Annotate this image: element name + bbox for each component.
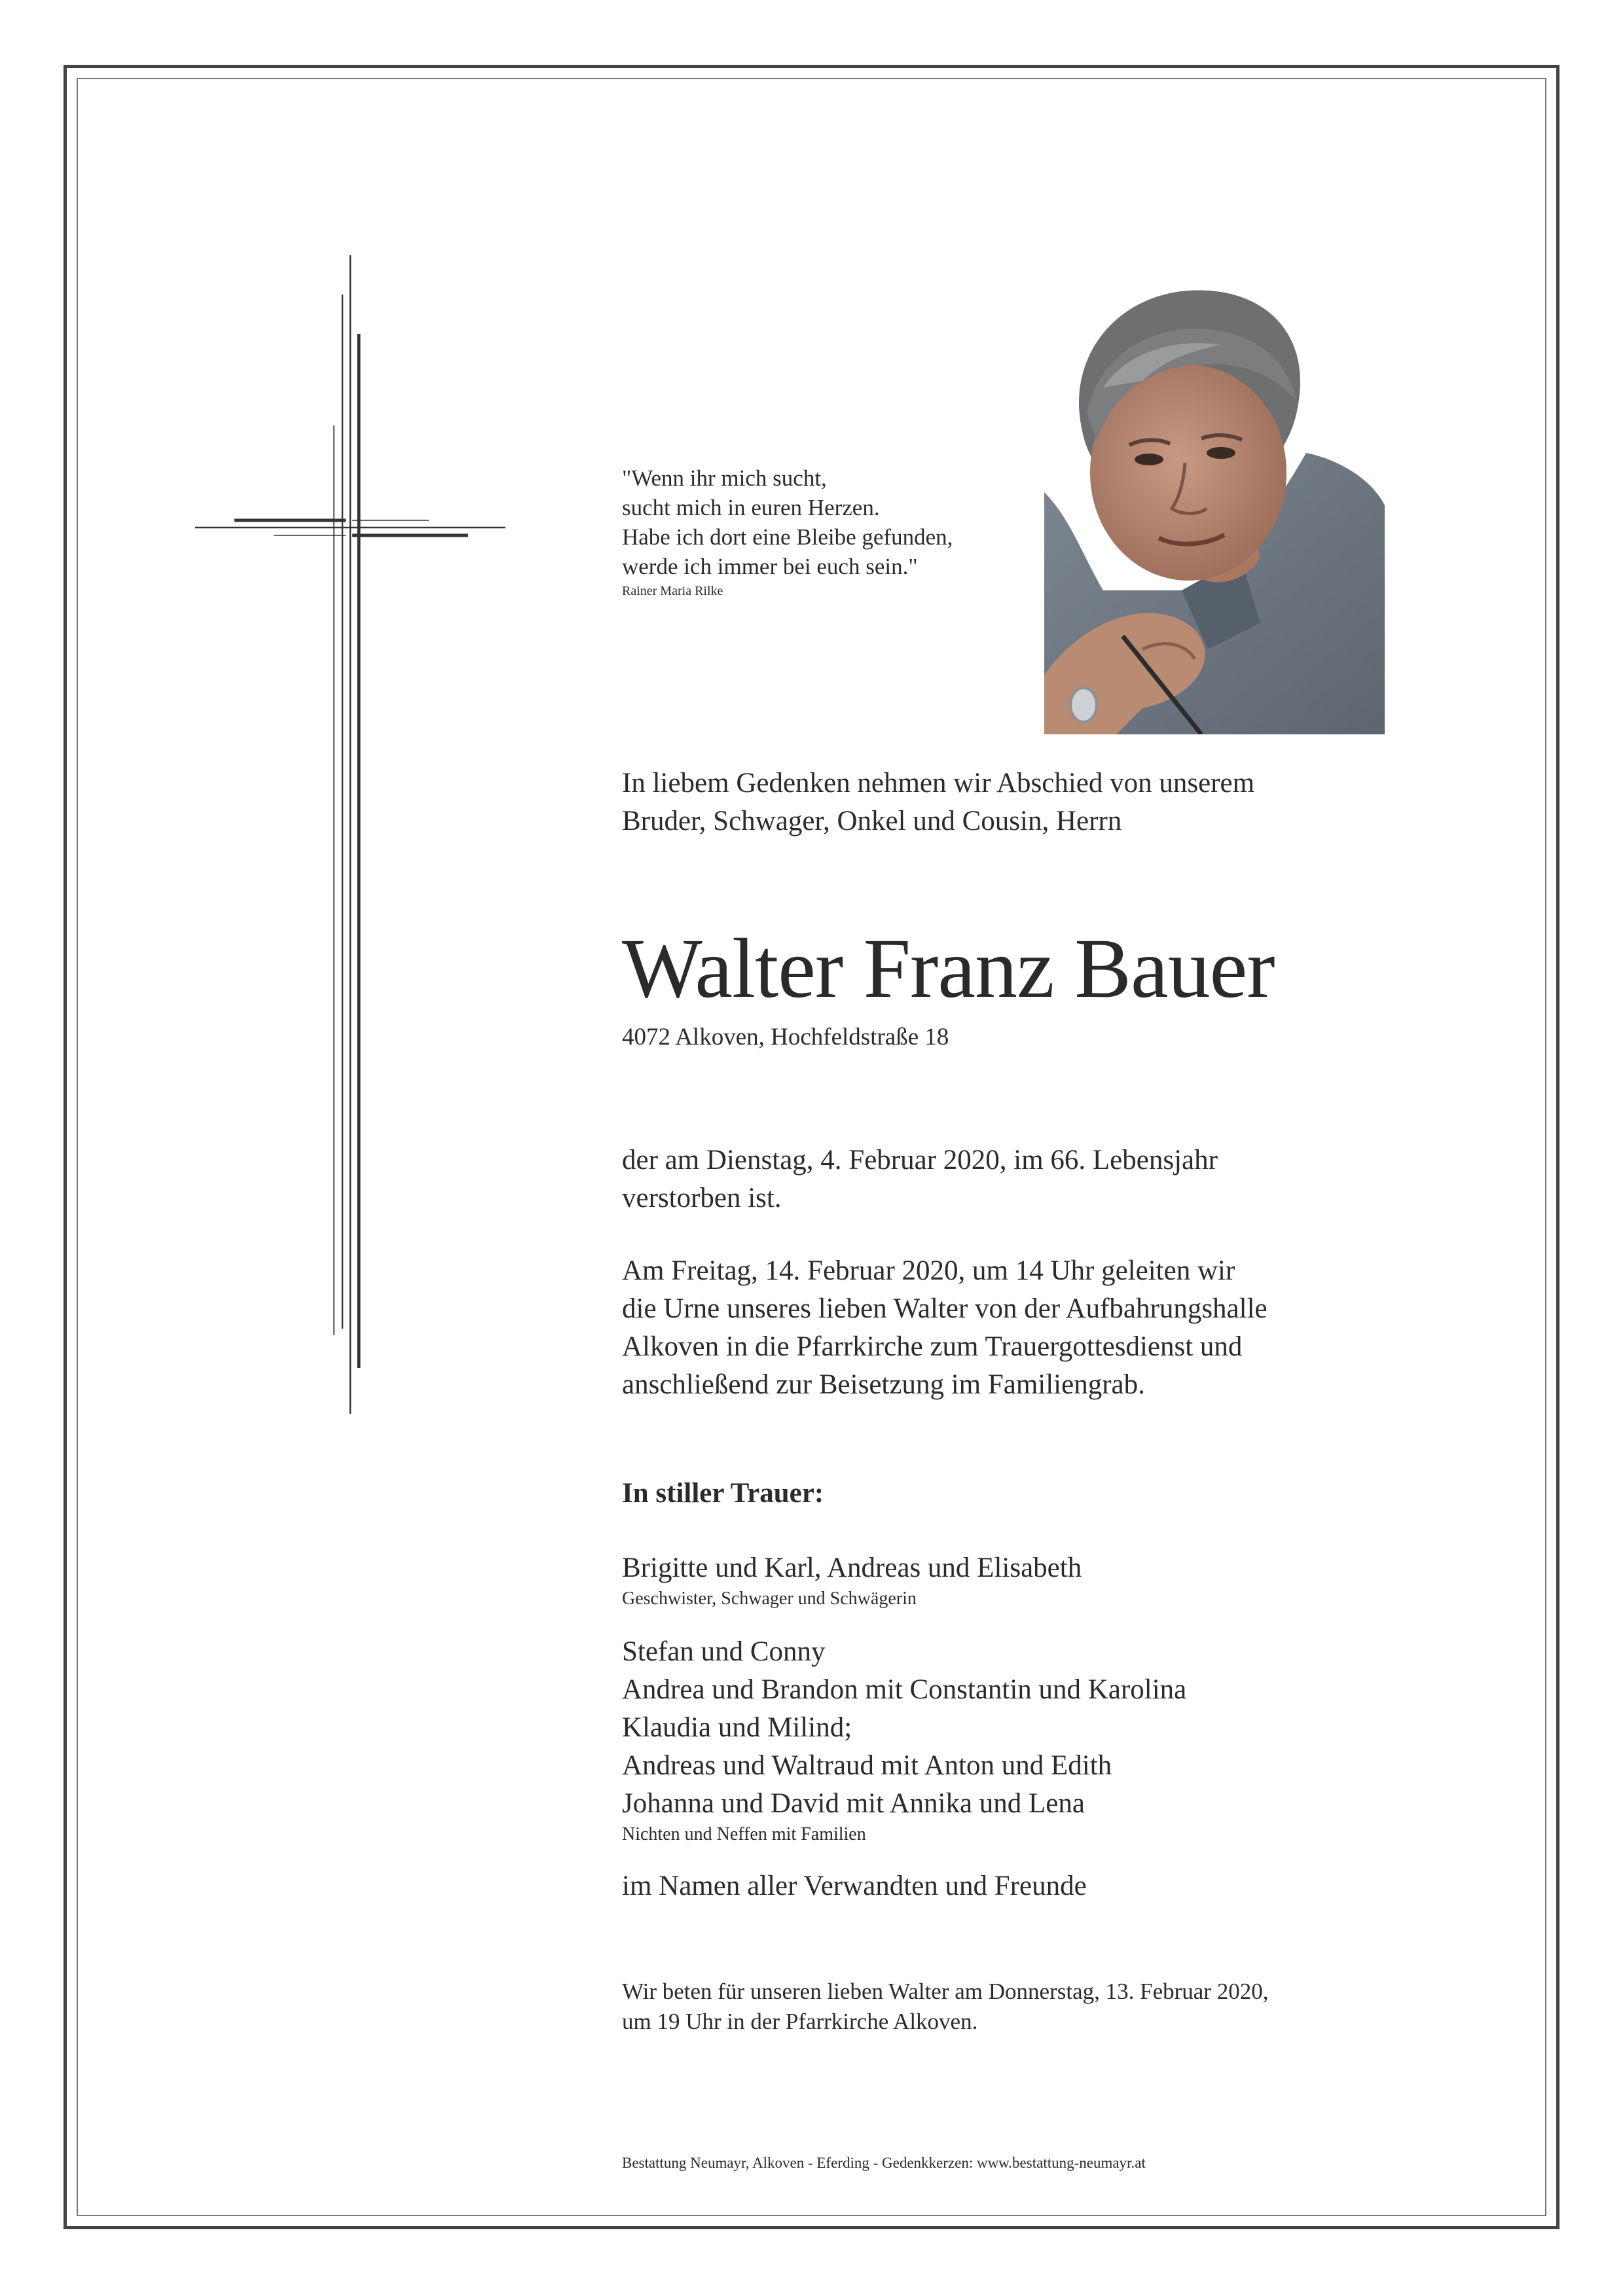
mourner-names: Stefan und Conny: [622, 1636, 826, 1667]
funeral-line: Alkoven in die Pfarrkirche zum Trauergottesdienst und: [622, 1331, 1243, 1362]
quote-line: "Wenn ihr mich sucht,: [622, 465, 827, 491]
intro-text: [622, 764, 1440, 840]
mourner-relation: Nichten und Neffen mit Familien: [622, 1824, 866, 1844]
prayer-line: um 19 Uhr in der Pfarrkirche Alkoven.: [622, 2009, 978, 2034]
funeral-details: [622, 1252, 1440, 1404]
mourner-group-nieces-nephews: [622, 1633, 1440, 1846]
funeral-line: die Urne unseres lieben Walter von der Aufbahrungshalle: [622, 1293, 1267, 1324]
death-notice: [622, 1141, 1440, 1217]
deceased-name: Walter Franz Bauer: [622, 922, 1275, 1016]
rilke-quote: [622, 463, 1028, 601]
mourner-names: Andreas und Waltraud mit Anton und Edith: [622, 1750, 1112, 1781]
mourning-title: In stiller Trauer:: [622, 1478, 824, 1509]
quote-line: Habe ich dort eine Bleibe gefunden,: [622, 524, 953, 550]
mourner-names: Brigitte und Karl, Andreas und Elisabeth: [622, 1552, 1082, 1583]
mourner-relation: Geschwister, Schwager und Schwägerin: [622, 1588, 917, 1609]
intro-line: Bruder, Schwager, Onkel und Cousin, Herrn: [622, 806, 1122, 836]
prayer-line: Wir beten für unseren lieben Walter am Donnerstag, 13. Februar 2020,: [622, 1979, 1269, 2004]
death-notice-line: der am Dienstag, 4. Februar 2020, im 66. Lebensjahr: [622, 1145, 1218, 1175]
funeral-line: anschließend zur Beisetzung im Familiengrab.: [622, 1369, 1145, 1400]
quote-line: werde ich immer bei euch sein.": [622, 554, 918, 579]
closing-line: im Namen aller Verwandten und Freunde: [622, 1871, 1087, 1901]
quote-line: sucht mich in euren Herzen.: [622, 495, 880, 520]
deceased-address: 4072 Alkoven, Hochfeldstraße 18: [622, 1024, 949, 1050]
mourner-names: Johanna und David mit Annika und Lena: [622, 1788, 1085, 1819]
death-notice-line: verstorben ist.: [622, 1183, 782, 1213]
prayer-notice: [622, 1977, 1440, 2037]
funeral-home-footer: Bestattung Neumayr, Alkoven - Eferding - Gedenkkerzen: www.bestattung-neumayr.at: [622, 2155, 1146, 2171]
mourner-names: Andrea und Brandon mit Constantin und Karolina: [622, 1674, 1187, 1705]
cross-icon: [190, 255, 517, 1414]
mourner-names: Klaudia und Milind;: [622, 1712, 852, 1743]
quote-author: Rainer Maria Rilke: [622, 584, 723, 598]
mourner-group-siblings: [622, 1549, 1440, 1611]
portrait-photo: [1044, 283, 1385, 734]
funeral-line: Am Freitag, 14. Februar 2020, um 14 Uhr geleiten wir: [622, 1255, 1235, 1286]
intro-line: In liebem Gedenken nehmen wir Abschied von unserem: [622, 768, 1255, 798]
